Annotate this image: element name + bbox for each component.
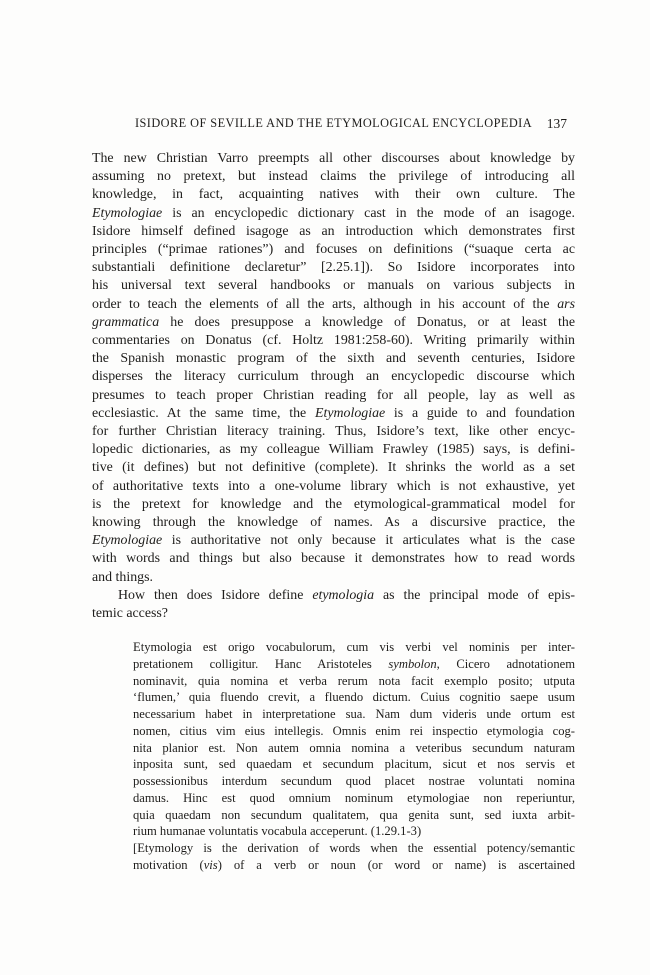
text-line: How then does Isidore define etymologia as the principal mode of epis-	[118, 587, 575, 603]
text-line: ‘flumen,’ quia fluendo crevit, a fluendo dictum. Cuius cognitio saepe usum	[133, 690, 575, 705]
text-line: principles (“primae rationes”) and focuses on definitions (“suaque certa ac	[92, 242, 575, 258]
text-line: damus. Hinc est quod omnium nominum etymologiae non reperiuntur,	[133, 790, 575, 805]
text-line: nita planior est. Non autem omnia nomina a veteribus secundum naturam	[133, 740, 575, 755]
text-line: is the pretext for knowledge and the etymological-grammatical model for	[92, 496, 575, 512]
text-line: nominavit, quia nomina et verba rerum nota facit exemplo posito; utputa	[133, 673, 575, 688]
text-line: Etymologiae is authoritative not only because it articulates what is the case	[92, 533, 575, 549]
text-line: Isidore himself defined isagoge as an introduction which demonstrates first	[92, 223, 575, 239]
text-line: of authoritative texts into a one-volume library which is not exhaustive, yet	[92, 478, 575, 494]
running-head-title: ISIDORE OF SEVILLE AND THE ETYMOLOGICAL ENCYCLOPEDIA	[134, 116, 533, 130]
text-line: knowing through the knowledge of names. As a discursive practice, the	[92, 515, 575, 531]
text-line: his universal text several handbooks or manuals on various subjects in	[92, 278, 575, 294]
text-line: possessionibus interdum secundum quod placet nostrae voluntati nomina	[133, 774, 575, 788]
text-line: temic access?	[92, 606, 168, 622]
text-line: inposita sunt, sed quaedam et secundum placitum, sicut et nos servis et	[133, 757, 575, 772]
text-line: substantiali definitione declaretur” [2.25.1]). So Isidore incorporates into	[92, 260, 575, 276]
page-number: 137	[546, 116, 567, 131]
text-line: the Spanish monastic program of the sixth and seventh centuries, Isidore	[92, 351, 575, 367]
text-line: quia quaedam non secundum qualitatem, qua genita sunt, sed iuxta arbit-	[133, 807, 575, 822]
intro-paragraph	[92, 150, 575, 587]
text-line: The new Christian Varro preempts all other discourses about knowledge by	[92, 151, 575, 166]
text-line: with words and things but also because it demonstrates how to read words	[92, 551, 575, 567]
body-text	[92, 150, 575, 623]
text-line: tive (it defines) but not definitive (complete). It shrinks the world as a set	[92, 460, 575, 476]
text-line: lopedic dictionaries, as my colleague William Frawley (1985) says, is defini-	[92, 442, 575, 458]
text-line: Etymologiae is an encyclopedic dictionary cast in the mode of an isagoge.	[92, 205, 575, 221]
translation-paragraph	[133, 840, 575, 874]
text-line: motivation (vis) of a verb or noun (or word or name) is ascertained	[133, 857, 575, 872]
text-line: disperses the literacy curriculum through an encyclopedic discourse which	[92, 369, 575, 385]
text-line: rium humanae voluntatis vocabula acceperunt. (1.29.1-3)	[133, 824, 422, 839]
text-line: ecclesiastic. At the same time, the Etymologiae is a guide to and foundation	[92, 405, 575, 421]
text-line: order to teach the elements of all the arts, although in his account of the ars	[92, 296, 575, 312]
text-line: [Etymology is the derivation of words when the essential potency/semantic	[133, 841, 575, 855]
question-paragraph	[92, 587, 575, 623]
text-line: for further Christian literacy training. Thus, Isidore’s text, like other encyc-	[92, 424, 575, 440]
text-line: assuming no pretext, but instead claims the privilege of introducing all	[92, 169, 575, 185]
text-line: nomen, citius vim eius intellegis. Omnis enim rei inspectio etymologia cog-	[133, 723, 575, 738]
blockquote	[133, 639, 575, 874]
text-line: knowledge, in fact, acquainting natives with their own culture. The	[92, 187, 575, 203]
latin-quote-paragraph	[133, 639, 575, 840]
running-head	[92, 116, 575, 131]
text-line: Etymologia est origo vocabulorum, cum vis verbi vel nominis per inter-	[133, 640, 575, 654]
text-line: presumes to teach proper Christian reading for all people, lay as well as	[92, 387, 575, 403]
text-line: pretationem colligitur. Hanc Aristoteles symbolon, Cicero adnotationem	[133, 656, 575, 671]
text-line: commentaries on Donatus (cf. Holtz 1981:258-60). Writing primarily within	[92, 333, 575, 349]
text-line: grammatica he does presuppose a knowledge of Donatus, or at least the	[92, 314, 575, 330]
text-line: necessarium habet in interpretatione sua. Nam dum videris unde ortum est	[133, 707, 575, 721]
text-line: and things.	[92, 569, 153, 585]
